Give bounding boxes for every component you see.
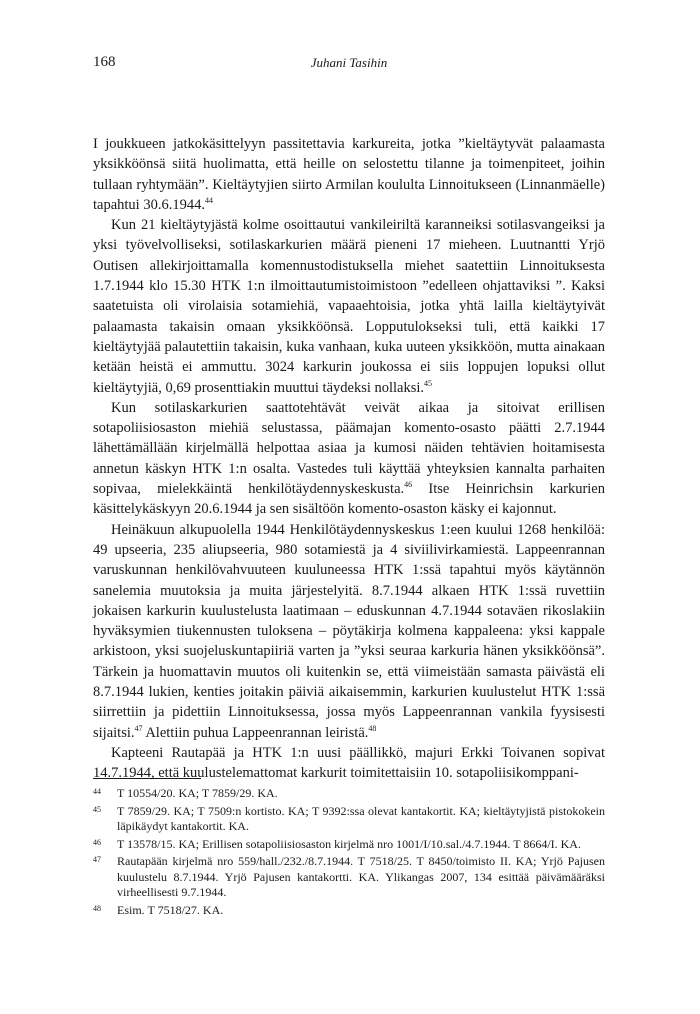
footnote-ref: 47 [134, 723, 143, 733]
footnote-ref: 46 [404, 480, 413, 490]
footnote-number: 48 [93, 903, 101, 913]
paragraph: I joukkueen jatkokäsittelyyn passitettavia karkureita, jotka ”kieltäytyvät palaamasta yksikköönsä siitä huolimatta, että heille on selostettu tilanne ja toimenpiteet, joihin tullaan ryhtymään”. Kieltäytyjien siirto Armilan koululta Linnoitukseen (Linnanmäelle) tapahtui 30.6.1944.44 [93, 136, 605, 213]
page-header [93, 54, 605, 74]
paragraph: Kun 21 kieltäytyjästä kolme osoittautui vankileiriltä karanneiksi sotilasvangeiksi ja yksi työvelvolliseksi, sotilaskarkurien määrä pieneni 17 mieheen. Luutnantti Yrjö Outisen allekirjoittamalla komennustodistuksella miehet saatettiin Linnoituksesta 1.7.1944 klo 15.30 HTK 1:n ilmoittautumistoimistoon ”edelleen ohjattaviksi ”. Kaksi saatetuista oli virolaisia sotamiehiä, vapaaehtoisia, jotka yhtä lailla kieltäytyivät palaamasta takaisin omaan yksikköönsä. Lopputulokseksi tuli, että kaikki 17 kieltäytyjää palautettiin takaisin, kuka vanhaan, kuka uuteen yksikköön, mutta ainakaan ketään heistä ei ammuttu. 3024 karkurin joukossa ei siis loppujen lopuksi ollut kieltäytyjiä, 0,69 prosenttiakin muuttui täydeksi nollaksi.$^{45}$ [93, 217, 605, 396]
footnote [93, 903, 605, 919]
footnote-divider [93, 778, 201, 779]
footnote-number: 47 [93, 855, 101, 864]
footnote-number: 44 [93, 787, 101, 796]
paragraph: Kapteeni Rautapää ja HTK 1:n uusi päällikkö, majuri Erkki Toivanen sopivat 14.7.1944, että kuulustelemattomat karkurit toimitettaisiin 10. sotapoliisikomppani- [93, 744, 605, 782]
footnote-text: Rautapään kirjelmä nro 559/hall./232./8.7.1944. T 7518/25. T 8450/toimisto II. KA; Yrjö Pajusen kuulustelu 8.7.1944. Yrjö Pajusen kantakortti. KA. Ylikangas 2007, 134 esittää päivämääräksi virheellisesti 9.7.1944. [117, 854, 605, 899]
footnote-number: 46 [93, 837, 101, 847]
paragraph: Heinäkuun alkupuolella 1944 Henkilötäydennyskeskus 1:een kuului 1268 henkilöä: 49 upseeria, 235 aliupseeria, 980 sotamiestä ja 4 siviilivirkamiestä. Lappeenrannan varuskunnan henkilövahvuuteen kuuluneessa HTK 1:ssä tapahtui myös käytännön sanelemia muutoksia ja muita järjestelyitä. 8.7.1944 alkaen HTK 1:ssä ruvettiin jokaisen karkurin kuulustelusta laatimaan – eduskunnan 4.7.1944 sotaväen rikoslakiin hyväksymien tiukennusten tuloksena – pöytäkirja kolmena kappaleena: yksi kappale arkistoon, yksi suojeluskuntapiiriä varten ja ”yksi seuraa karkuria hänen yksikköönsä”. Tärkein ja huomattavin muutos oli kuitenkin se, että viimeistään samasta päivästä eli 8.7.1944 lukien, kenties joitakin päiviä aikaisemmin, karkurien kuulustelut HTK 1:ssä siirrettiin ja pidettiin Linnoituksessa, jossa myös Lappeenrannan vankila fyysisesti sijaitsi.$^{47}$ Alettiin puhua Lappeenrannan leiristä.$^{48}$ [93, 521, 605, 741]
paragraph: Kun sotilaskarkurien saattotehtävät veivät aikaa ja sitoivat erillisen sotapoliisiosaston miehiä selustassa, päämajan komento-osasto päätti 2.7.1944 lähettämällään kirjelmällä helpottaa asiaa ja kumosi näiden tehtävien hoitamisesta annetun käskyn HTK 1:n osalta. Vastedes tuli käyttää yhteyksien kannalta parhaiten sopivaa, mielekkäintä henkilötäydennyskeskusta.$^{46}$ Itse Heinrichsin karkurien käsittelykäskyyn 20.6.1944 ja sen sisältöön komento-osaston käsky ei kajonnut. [93, 399, 605, 518]
footnote-number: 45 [93, 804, 101, 814]
page-number: 168 [93, 54, 116, 70]
footnote [93, 804, 605, 835]
running-head: Juhani Tasihin [310, 55, 388, 70]
footnote [93, 837, 605, 853]
footnote-ref: 44 [204, 196, 213, 206]
footnote-text: Esim. T 7518/27. KA. [117, 902, 224, 917]
footnote-ref: 48 [368, 723, 377, 733]
footnote [93, 786, 605, 802]
footnote-text: T 7859/29. KA; T 7509:n kortisto. KA; T 9392:ssa olevat kantakortit. KA; kieltäytyjistä pistokokein läpikäydyt kantakortit. KA. [117, 803, 605, 833]
footnotes [93, 786, 605, 920]
footnote-text: T 13578/15. KA; Erillisen sotapoliisiosaston kirjelmä nro 1001/I/10.sal./4.7.1944. T 8664/I. KA. [117, 836, 581, 851]
footnote [93, 854, 605, 901]
body-text [93, 134, 605, 784]
footnote-text: T 10554/20. KA; T 7859/29. KA. [117, 786, 278, 800]
footnote-ref: 45 [424, 378, 433, 388]
